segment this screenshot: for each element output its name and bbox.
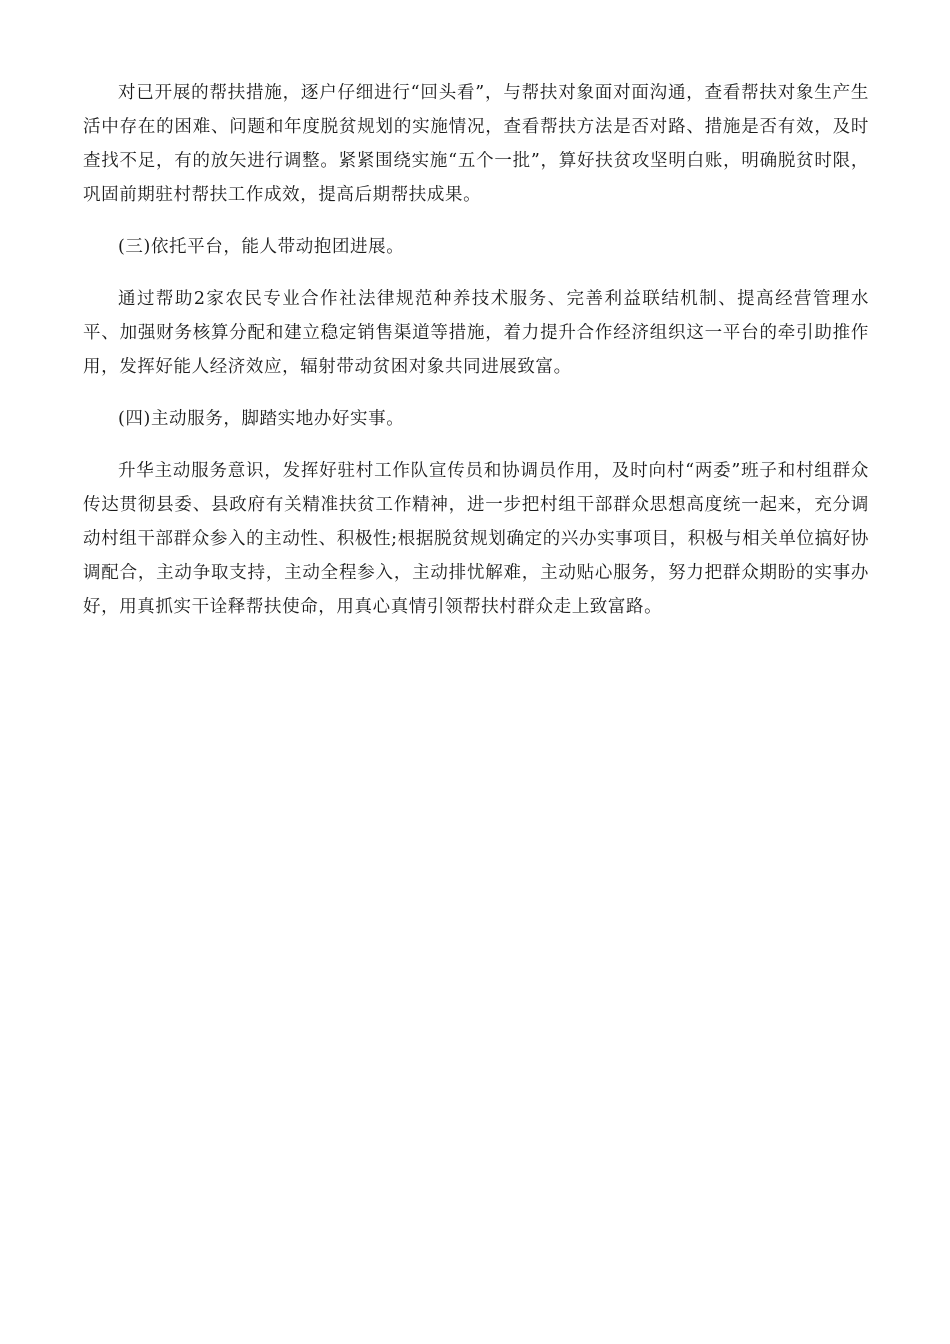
section-heading-4: (四)主动服务，脚踏实地办好实事。 <box>118 409 405 429</box>
section-heading-3: (三)依托平台，能人带动抱团进展。 <box>118 237 405 257</box>
paragraph-cooperatives: 通过帮助2家农民专业合作社法律规范种养技术服务、完善利益联结机制、提高经营管理水平、加强财务核算分配和建立稳定销售渠道等措施，着力提升合作经济组织这一平台的牵引助推作用，发挥好能人经济效应，辐射带动贫困对象共同进展致富。 <box>83 289 869 377</box>
document-body <box>83 76 869 642</box>
paragraph-active-service: 升华主动服务意识，发挥好驻村工作队宣传员和协调员作用，及时向村“两委”班子和村组群众传达贯彻县委、县政府有关精准扶贫工作精神，进一步把村组干部群众思想高度统一起来，充分调动村组干部群众参入的主动性、积极性;根据脱贫规划确定的兴办实事项目，积极与相关单位搞好协调配合，主动争取支持，主动全程参入，主动排忧解难，主动贴心服务，努力把群众期盼的实事办好，用真抓实干诠释帮扶使命，用真心真情引领帮扶村群众走上致富路。 <box>83 461 869 617</box>
paragraph-review-measures: 对已开展的帮扶措施，逐户仔细进行“回头看”，与帮扶对象面对面沟通，查看帮扶对象生产生活中存在的困难、问题和年度脱贫规划的实施情况，查看帮扶方法是否对路、措施是否有效，及时查找不足，有的放矢进行调整。紧紧围绕实施“五个一批”，算好扶贫攻坚明白账，明确脱贫时限，巩固前期驻村帮扶工作成效，提高后期帮扶成果。 <box>83 83 869 205</box>
